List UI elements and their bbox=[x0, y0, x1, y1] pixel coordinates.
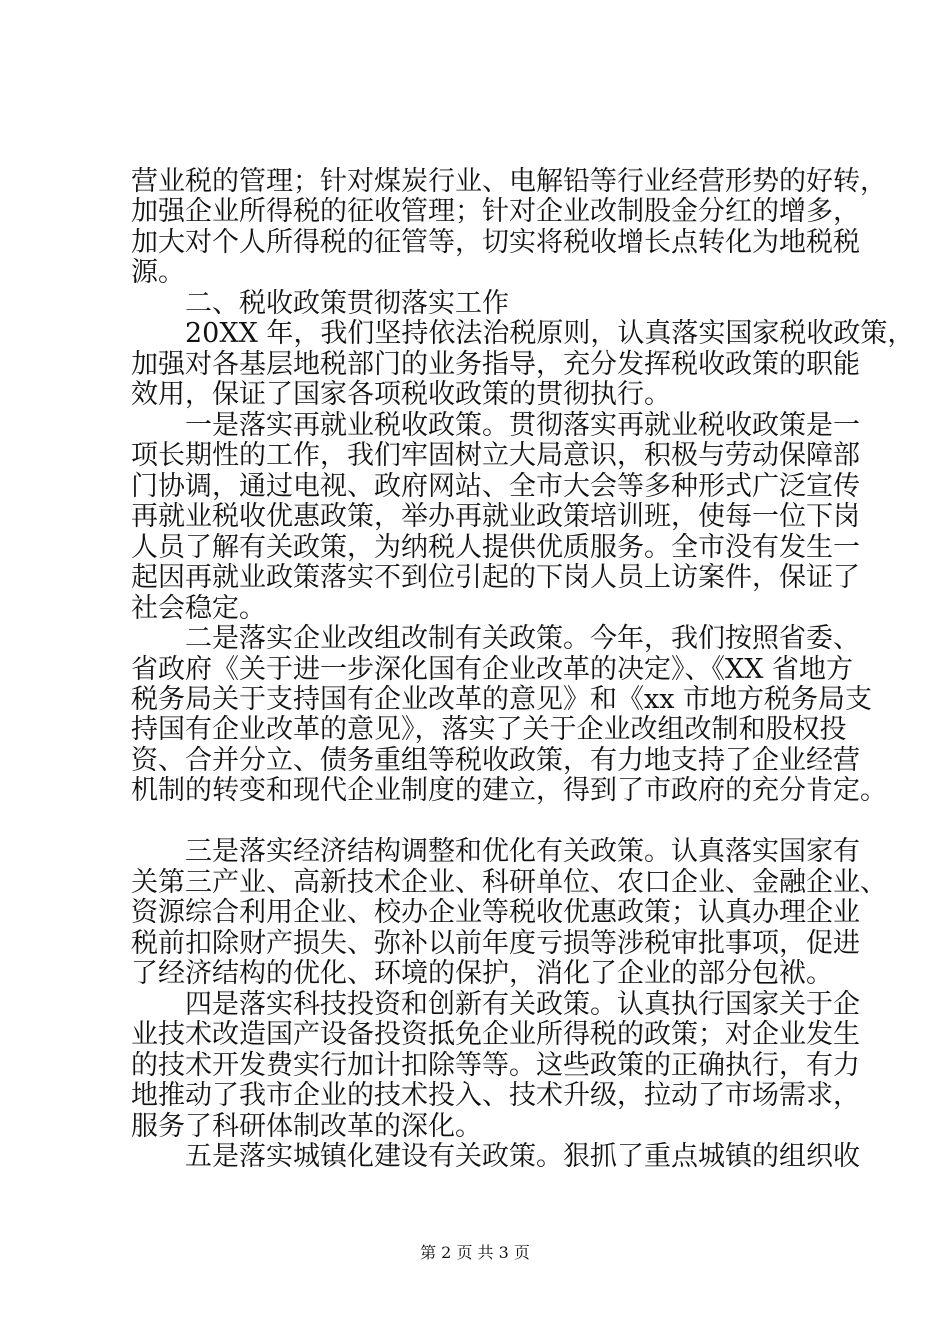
text-line: 的技术开发费实行加计扣除等等。这些政策的正确执行，有力 bbox=[131, 1050, 860, 1081]
section-heading: 二、税收政策贯彻落实工作 bbox=[131, 288, 509, 319]
text-line: 持国有企业改革的意见》，落实了关于企业改组改制和股权投 bbox=[131, 714, 847, 745]
text-line: 二是落实企业改组改制有关政策。今年，我们按照省委、 bbox=[131, 623, 860, 654]
text-line: 关第三产业、高新技术企业、科研单位、农口企业、金融企业、 bbox=[131, 867, 887, 898]
text-line: 项长期性的工作，我们牢固树立大局意识，积极与劳动保障部 bbox=[131, 440, 860, 471]
text-line: 社会稳定。 bbox=[131, 593, 266, 624]
text-line: 机制的转变和现代企业制度的建立，得到了市政府的充分肯定。 bbox=[131, 775, 887, 806]
text-line: 了经济结构的优化、环境的保护，消化了企业的部分包袱。 bbox=[131, 958, 833, 989]
text-line: 加强对各基层地税部门的业务指导，充分发挥税收政策的职能 bbox=[131, 349, 860, 380]
text-line: 五是落实城镇化建设有关政策。狠抓了重点城镇的组织收 bbox=[131, 1141, 860, 1172]
text-line: 税前扣除财产损失、弥补以前年度亏损等涉税审批事项，促进 bbox=[131, 928, 860, 959]
text-line: 再就业税收优惠政策，举办再就业政策培训班，使每一位下岗 bbox=[131, 501, 860, 532]
text-line: 加大对个人所得税的征管等，切实将税收增长点转化为地税税 bbox=[131, 227, 860, 258]
text-line: 省政府《关于进一步深化国有企业改革的决定》、《XX 省地方 bbox=[131, 654, 854, 685]
text-line: 效用，保证了国家各项税收政策的贯彻执行。 bbox=[131, 379, 671, 410]
text-line: 20XX 年，我们坚持依法治税原则，认真落实国家税收政策， bbox=[131, 318, 915, 349]
text-line: 业技术改造国产设备投资抵免企业所得税的政策；对企业发生 bbox=[131, 1019, 860, 1050]
text-line: 门协调，通过电视、政府网站、全市大会等多种形式广泛宣传 bbox=[131, 471, 860, 502]
text-line: 起因再就业政策落实不到位引起的下岗人员上访案件，保证了 bbox=[131, 562, 860, 593]
text-line: 三是落实经济结构调整和优化有关政策。认真落实国家有 bbox=[131, 836, 860, 867]
text-line: 营业税的管理；针对煤炭行业、电解铅等行业经营形势的好转， bbox=[131, 166, 887, 197]
text-line: 地推动了我市企业的技术投入、技术升级，拉动了市场需求， bbox=[131, 1080, 860, 1111]
text-line: 资、合并分立、债务重组等税收政策，有力地支持了企业经营 bbox=[131, 745, 860, 776]
text-line: 加强企业所得税的征收管理；针对企业改制股金分红的增多， bbox=[131, 196, 860, 227]
text-line: 四是落实科技投资和创新有关政策。认真执行国家关于企 bbox=[131, 989, 860, 1020]
text-line: 源。 bbox=[131, 257, 185, 288]
text-line: 一是落实再就业税收政策。贯彻落实再就业税收政策是一 bbox=[131, 410, 860, 441]
text-line: 资源综合利用企业、校办企业等税收优惠政策；认真办理企业 bbox=[131, 897, 860, 928]
text-line: 人员了解有关政策，为纳税人提供优质服务。全市没有发生一 bbox=[131, 532, 860, 563]
page-footer: 第 2 页 共 3 页 bbox=[420, 1243, 530, 1262]
text-line: 税务局关于支持国有企业改革的意见》和《xx 市地方税务局支 bbox=[131, 684, 873, 715]
text-line: 服务了科研体制改革的深化。 bbox=[131, 1111, 482, 1142]
